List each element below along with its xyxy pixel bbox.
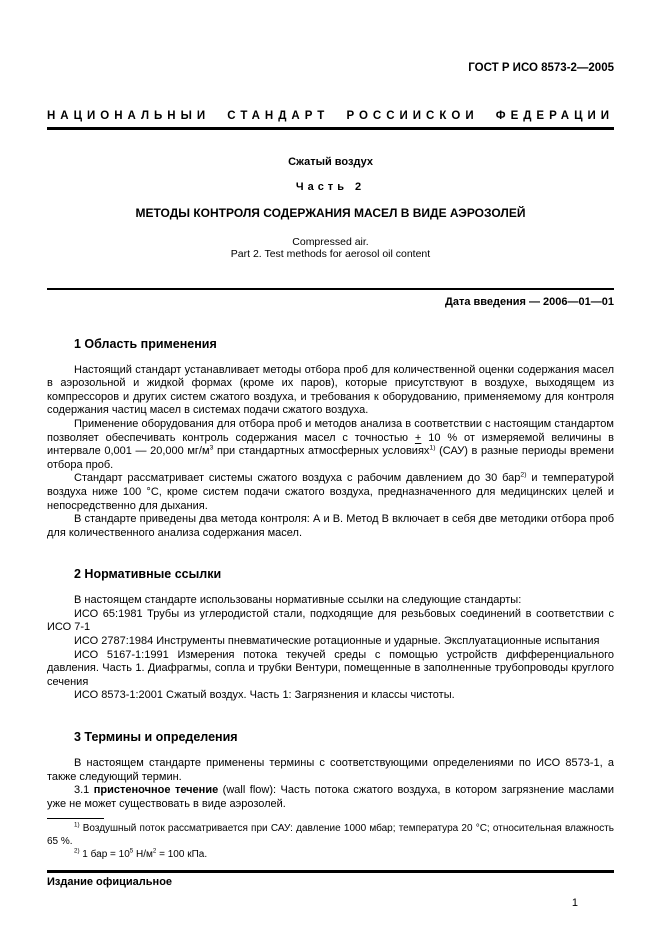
footnote-2: $^{2)}$ 1 бар = $10^5$ $Н/м^2 = 100$ кПа. bbox=[74, 847, 208, 860]
section-2-reference-iso-8573: ИСО 8573-1:2001 Сжатый воздух. Часть 1: Загрязнения и классы чистоты. bbox=[74, 689, 455, 702]
section-1-paragraph-4: В стандарте приведены два метода контроля: А и В. Метод В включает в себя две методики отбора проб для количественного анализа содержания масел. bbox=[47, 513, 614, 539]
section-2-reference-iso-65: ИСО 65:1981 Трубы из углеродистой стали, подходящие для резьбовых соединений в соответствии с ИСО 7-1 bbox=[47, 607, 614, 634]
section-1-heading: 1 Область применения bbox=[74, 336, 217, 351]
part-label: Часть 2 bbox=[295, 180, 366, 193]
header-rule bbox=[47, 127, 614, 130]
footer-rule bbox=[47, 870, 614, 873]
footnote-separator bbox=[47, 818, 104, 819]
section-2-paragraph-1: В настоящем стандарте использованы нормативные ссылки на следующие стандарты: bbox=[74, 594, 522, 607]
section-1-paragraph-2: Применение оборудования для отбора проб и методов анализа в соответствии с настоящим стандартом позволяет обеспечивать контроль содержания масел с точностью + 10 % от измеряемой величины в интервале 0,001 — 20,000 $мг/м^3$ при стандартных атмосферных условиях$^{1)}$ (САУ) в разные периоды времени отбора проб. bbox=[47, 417, 615, 471]
footnote-1: $^{1)}$ Воздушный поток рассматривается при САУ: давление 1000 мбар; температура 20 °С; относительная влажность 65 %. bbox=[47, 822, 614, 847]
section-2-heading: 2 Нормативные ссылки bbox=[74, 567, 222, 582]
official-edition-label: Издание официальное bbox=[47, 876, 173, 889]
section-1-paragraph-3: Стандарт рассматривает системы сжатого воздуха с рабочим давлением до 30 бар$^{2)}$ и температурой воздуха ниже 100 °С, кроме систем подачи сжатого воздуха, предназначенного для медицинских целей и непосредственно для дыхания. bbox=[47, 471, 614, 512]
section-3-term-definition: 3.1 пристеночное течение (wall flow): Часть потока сжатого воздуха, в котором загрязнение маслами уже не может существовать в виде аэрозолей. bbox=[47, 784, 614, 810]
section-3-heading: 3 Термины и определения bbox=[74, 730, 238, 745]
section-2-reference-iso-2787: ИСО 2787:1984 Инструменты пневматические ротационные и ударные. Эксплуатационные испытания bbox=[74, 635, 600, 648]
title-en-line1: Compressed air. bbox=[292, 235, 369, 248]
intro-rule bbox=[47, 288, 614, 290]
title-ru: Сжатый воздух bbox=[288, 156, 373, 169]
section-3-paragraph-1: В настоящем стандарте применены термины с соответствующими определениями по ИСО 8573-1, а также следующий термин. bbox=[47, 757, 614, 783]
section-2-reference-iso-5167: ИСО 5167-1:1991 Измерения потока текучей среды с помощью устройств дифференциального давления. Часть 1. Диафрагмы, сопла и трубки Вентури, помещенные в заполненные трубопроводы круглого сечения bbox=[47, 648, 614, 688]
introduction-date: Дата введения — 2006—01—01 bbox=[445, 295, 614, 308]
footnotes-block bbox=[47, 823, 614, 861]
federation-standard-title: НАЦИОНАЛЬНЫЙ СТАНДАРТ РОССИЙСКОЙ ФЕДЕРАЦИИ bbox=[47, 109, 614, 122]
title-en-line2: Part 2. Test methods for aerosol oil content bbox=[230, 248, 431, 261]
section-1-paragraph-1: Настоящий стандарт устанавливает методы отбора проб для количественной оценки содержания масел в аэрозольной и жидкой формах (кроме их паров), которые присутствуют в воздухе, выходящем из компрессоров и других систем сжатого воздуха, и требования к оборудованию, применяемому для контроля содержания частиц масел в системах подачи сжатого воздуха. bbox=[47, 363, 614, 417]
page-number: 1 bbox=[571, 896, 578, 909]
doc-number: ГОСТ Р ИСО 8573-2—2005 bbox=[468, 62, 614, 74]
subtitle-ru: МЕТОДЫ КОНТРОЛЯ СОДЕРЖАНИЯ МАСЕЛ В ВИДЕ АЭРОЗОЛЕЙ bbox=[135, 206, 526, 221]
